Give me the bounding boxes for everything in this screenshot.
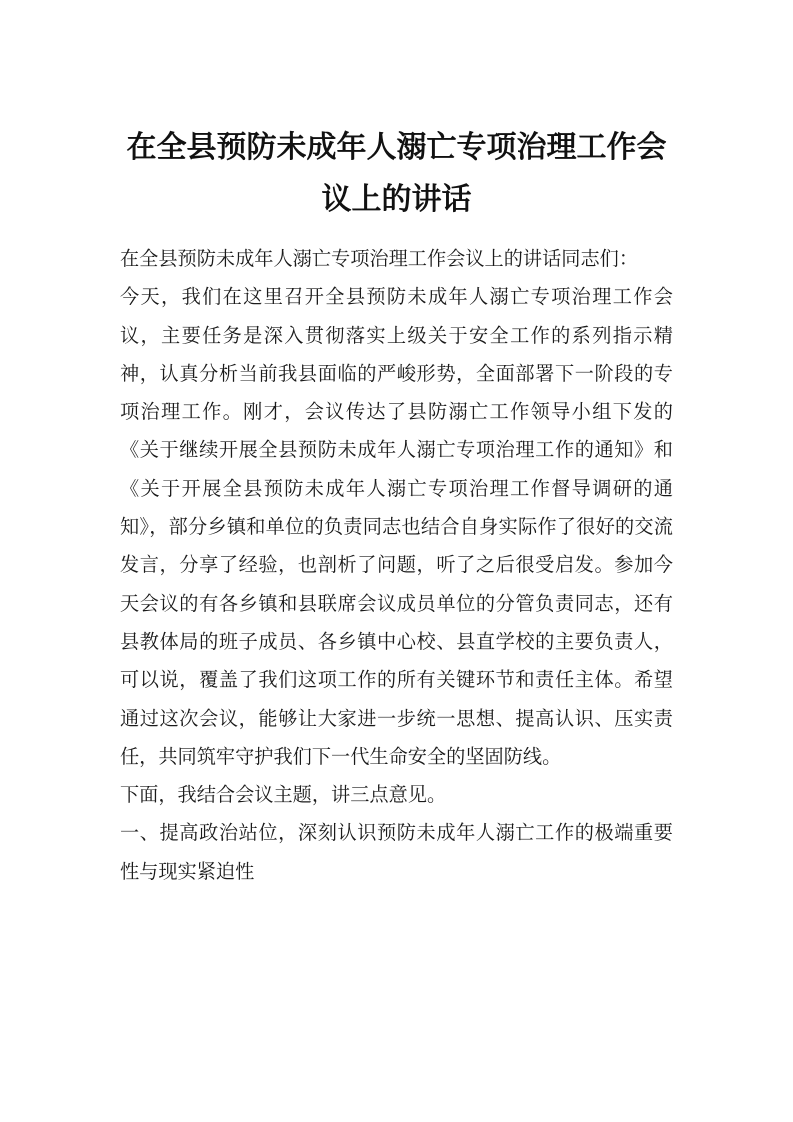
transition-paragraph: 下面，我结合会议主题，讲三点意见。 — [120, 783, 447, 807]
document-title: 在全县预防未成年人溺亡专项治理工作会议上的讲话 — [126, 130, 667, 217]
document-body — [120, 240, 673, 891]
salutation-paragraph: 在全县预防未成年人溺亡专项治理工作会议上的讲话同志们： — [120, 247, 639, 270]
opening-paragraph: 今天，我们在这里召开全县预防未成年人溺亡专项治理工作会议，主要任务是深入贯彻落实上级关于安全工作的系列指示精神，认真分析当前我县面临的严峻形势，全面部署下一阶段的专项治理工作。刚才，会议传达了县防溺亡工作领导小组下发的《关于继续开展全县预防未成年人溺亡专项治理工作的通知》和《关于开展全县预防未成年人溺亡专项治理工作督导调研的通知》，部分乡镇和单位的负责同志也结合自身实际作了很好的交流发言，分享了经验，也剖析了问题，听了之后很受启发。参加今天会议的有各乡镇和县联席会议成员单位的分管负责同志，还有县教体局的班子成员、各乡镇中心校、县直学校的主要负责人，可以说，覆盖了我们这项工作的所有关键环节和责任主体。希望通过这次会议，能够让大家进一步统一思想、提高认识、压实责任，共同筑牢守护我们下一代生命安全的坚固防线。 — [120, 285, 673, 768]
section-heading-1: 一、提高政治站位，深刻认识预防未成年人溺亡工作的极端重要性与现实紧迫性 — [120, 821, 673, 883]
